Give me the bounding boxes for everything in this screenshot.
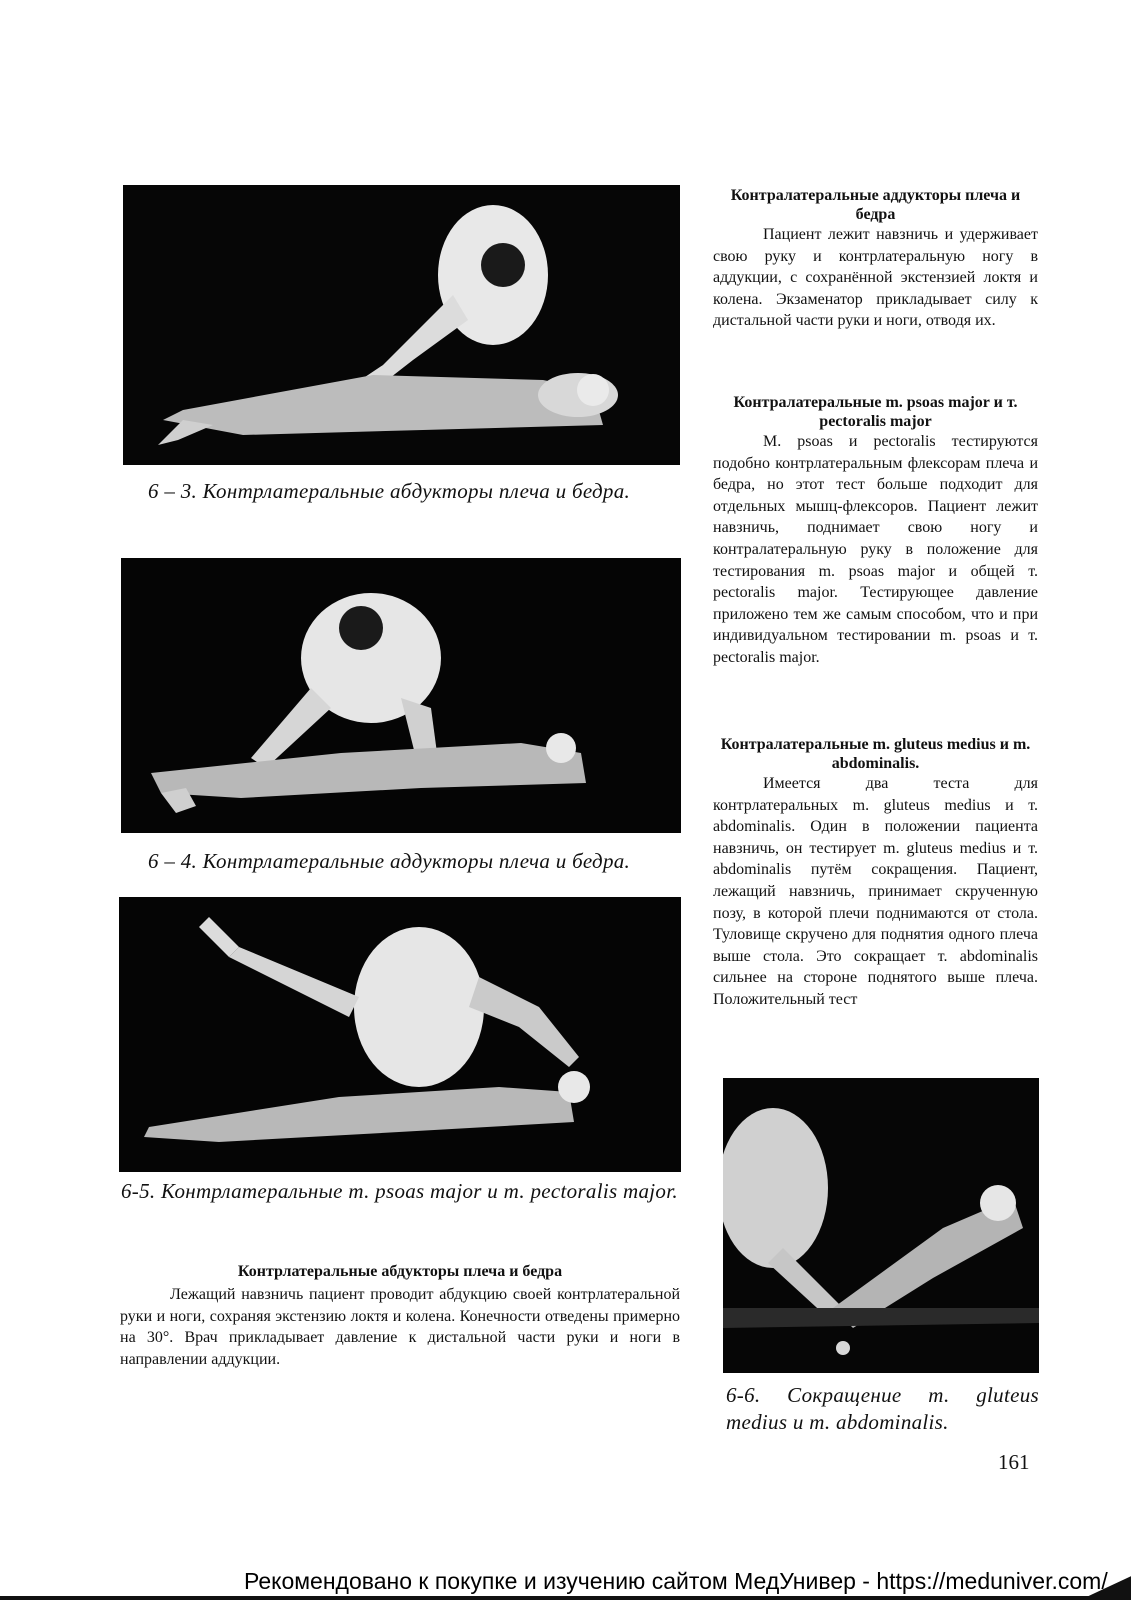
bottom-section [120, 1262, 680, 1370]
figure-6-5-photo [119, 897, 681, 1172]
figure-6-6-photo [723, 1078, 1039, 1373]
footer-link-text[interactable]: Рекомендовано к покупке и изучению сайтом МедУнивер - https://meduniver.com/ [244, 1568, 1108, 1594]
bottom-section-text: Лежащий навзничь пациент проводит абдукцию своей контрлатеральной руки и ноги, сохраняя экстензию локтя и колена. Конечности отведены примерно на 30°. Врач прикладывает давление к дистальной части руки и ноги в направлении аддукции. [120, 1286, 680, 1368]
right-column-3 [713, 735, 1038, 1011]
section1-title: Контралатеральные аддукторы плеча и бедра [730, 187, 1021, 223]
section2-text: M. psoas и pectoralis тестируются подобно контрлатеральным флексорам плеча и бедра, но этот тест больше подходит для отдельных мышц-флексоров. Пациент лежит навзничь, поднимает свою ногу и контралатеральную руку в положение для тестирования m. psoas major и общей т. pectoralis major. Тестирующее давление приложено тем же самым способом, что и при индивидуальном тестировании m. psoas и т. pectoralis major. [713, 433, 1038, 666]
bottom-border [0, 1596, 1131, 1600]
bottom-section-title: Контрлатеральные абдукторы плеча и бедра [237, 1263, 563, 1280]
figure-6-4-caption: 6 – 4. Контрлатеральные аддукторы плеча и бедра. [148, 849, 631, 873]
figure-6-3-photo [123, 185, 680, 465]
page-number: 161 [998, 1450, 1030, 1474]
scan-corner [1080, 1572, 1131, 1600]
section2-title: Контралатеральные m. psoas major и т. pectoralis major [733, 394, 1018, 430]
right-column-2 [713, 393, 1038, 669]
right-column [713, 186, 1038, 332]
figure-6-3-caption: 6 – 3. Контрлатеральные абдукторы плеча и бедра. [148, 479, 631, 503]
section3-text: Имеется два теста для контрлатеральных m. gluteus medius и т. abdominalis. Один в положении пациента навзничь, он тестирует m. gluteus medius и т. abdominalis путём сокращения. Пациент, лежащий навзничь, принимает скрученную позу, в которой плечи поднимаются от стола. Туловище скручено для поднятия одного плеча выше стола. Это сокращает т. abdominalis сильнее на стороне поднятого выше плеча. Положительный тест [713, 775, 1038, 1008]
figure-6-5-caption: 6-5. Контрлатеральные т. psoas major и т. pectoralis major. [121, 1179, 678, 1203]
figure-6-6-caption: 6-6. Сокращение т. gluteus medius и т. abdominalis. [726, 1383, 1039, 1434]
section3-title: Контралатеральные m. gluteus medius и m. abdominalis. [720, 736, 1031, 772]
section1-text: Пациент лежит навзничь и удерживает свою руку и контрлатеральную ногу в аддукции, с сохранённой экстензией локтя и колена. Экзаменатор прикладывает силу к дистальной части руки и ноги, отводя их. [713, 226, 1038, 330]
figure-6-4-photo [121, 558, 681, 833]
